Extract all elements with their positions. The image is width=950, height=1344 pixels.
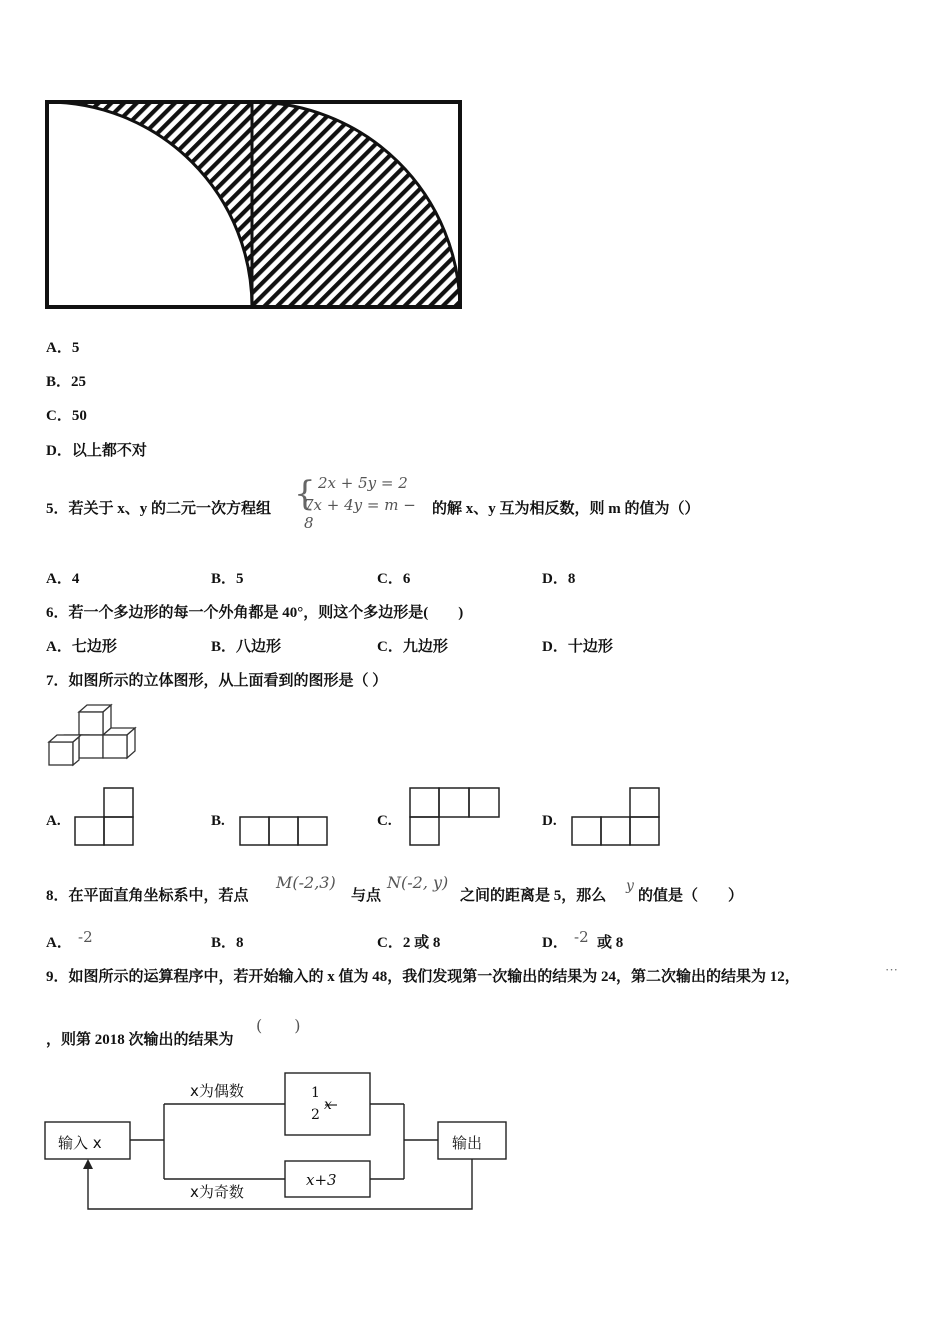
q4-option-d: D．以上都不对	[46, 443, 147, 459]
flow-output-label: 输出	[452, 1134, 483, 1152]
flow-plus3-label: x+3	[306, 1171, 337, 1189]
q7-option-b-label: B.	[211, 813, 225, 829]
q8-option-d-tail: 或 8	[597, 935, 624, 951]
flow-half-denominator: 2	[311, 1107, 320, 1123]
q4-hatched-figure	[40, 95, 470, 315]
q8-var-y: y	[626, 878, 634, 894]
q5-eq2: 7x + 4y = m − 8	[304, 496, 416, 532]
q5-eq1: 2x + 5y = 2	[318, 474, 408, 492]
q8-option-c: C．2 或 8	[377, 935, 441, 951]
q8-middle: 与点	[351, 888, 382, 904]
q5-option-d: D．8	[542, 571, 576, 587]
q7-option-a-label: A.	[46, 813, 61, 829]
q5-suffix: 的解 x、y 互为相反数，则 m 的值为（）	[432, 501, 700, 517]
q8-option-d-math: -2	[574, 928, 589, 946]
q6-option-d: D．十边形	[542, 639, 613, 655]
q6-option-a: A．七边形	[46, 639, 117, 655]
q8-prefix: 8．在平面直角坐标系中，若点	[46, 888, 249, 904]
q8-suffix: 之间的距离是 5，那么	[460, 888, 607, 904]
q7-option-d-figure	[570, 787, 662, 847]
q7-option-a-figure	[73, 787, 135, 847]
flow-odd-label: x为奇数	[190, 1183, 244, 1201]
q4-option-c: C．50	[46, 408, 87, 424]
q7-option-c-label: C.	[377, 813, 392, 829]
q9-flowchart	[40, 1065, 520, 1215]
flow-half-var: x	[324, 1097, 332, 1113]
q8-option-b: B．8	[211, 935, 244, 951]
q9-ellipsis: ···	[885, 962, 898, 977]
flow-input-label: 输入 x	[58, 1134, 102, 1152]
q8-option-d: D．	[542, 935, 568, 951]
arrow-up-icon	[83, 1159, 93, 1169]
q8-suffix2: 的值是（ ）	[638, 888, 744, 904]
q7-option-c-figure	[408, 787, 502, 847]
q8-option-a-math: -2	[78, 928, 93, 946]
q9-line2: ，则第 2018 次输出的结果为	[46, 1032, 234, 1048]
q7-option-b-figure	[238, 815, 330, 847]
q5-option-c: C．6	[377, 571, 411, 587]
q8-point-n: N(-2, y)	[387, 873, 449, 892]
q6-option-c: C．九边形	[377, 639, 448, 655]
q7-option-d-label: D.	[542, 813, 557, 829]
q8-option-a: A．	[46, 935, 72, 951]
brace-icon: {	[294, 474, 316, 514]
q7-text: 7．如图所示的立体图形，从上面看到的图形是（ ）	[46, 673, 388, 689]
flow-half-numerator: 1	[311, 1085, 320, 1101]
q6-option-b: B．八边形	[211, 639, 282, 655]
flow-even-label: x为偶数	[190, 1082, 244, 1100]
q9-paren: ( )	[256, 1016, 301, 1035]
q9-line1: 9．如图所示的运算程序中，若开始输入的 x 值为 48，我们发现第一次输出的结果为 24，第二次输出的结果为 12，	[46, 969, 800, 985]
q5-option-b: B．5	[211, 571, 244, 587]
q7-cube-solid-figure	[44, 700, 144, 772]
q4-option-a: A．5	[46, 340, 80, 356]
q6-text: 6．若一个多边形的每一个外角都是 40°，则这个多边形是( )	[46, 605, 464, 621]
q5-option-a: A．4	[46, 571, 80, 587]
q5-equation-system	[294, 472, 430, 532]
q4-option-b: B．25	[46, 374, 87, 390]
q5-prefix: 5．若关于 x、y 的二元一次方程组	[46, 501, 272, 517]
q8-point-m: M(-2,3)	[276, 873, 336, 892]
